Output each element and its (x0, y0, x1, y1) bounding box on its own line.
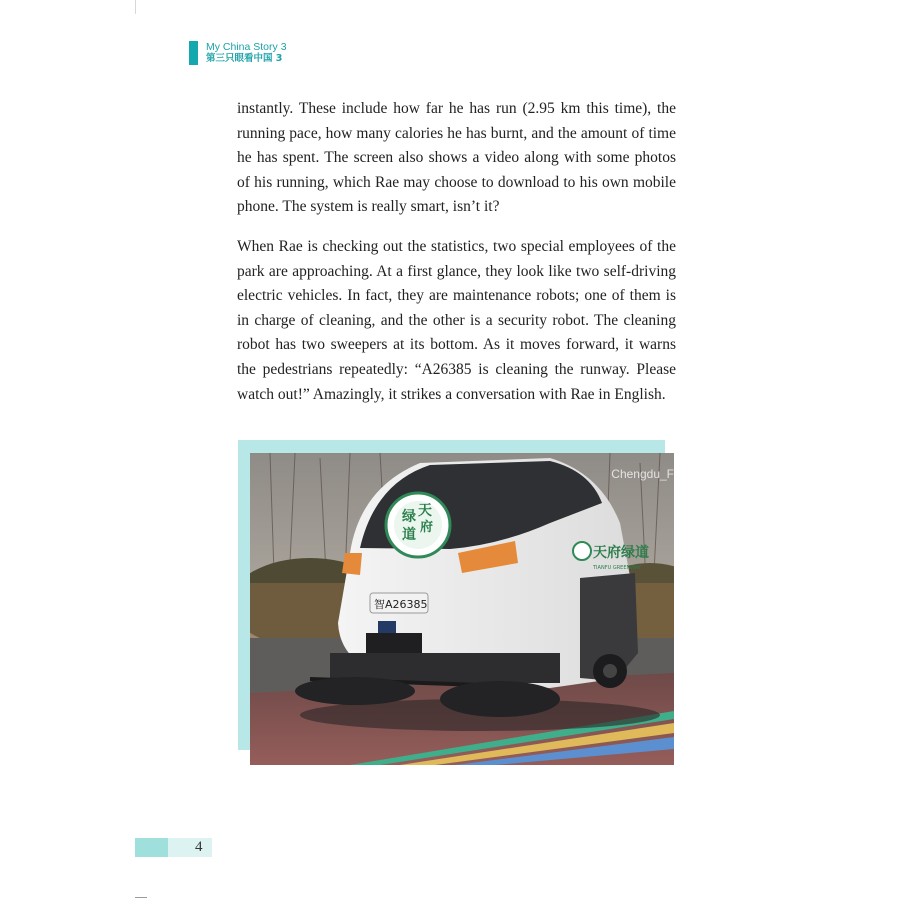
series-title-zh: 第三只眼看中国 3 (206, 53, 283, 64)
page-tab-dark (135, 838, 168, 857)
side-logo-text: 天府绿道 (593, 545, 649, 561)
page-edge-line (135, 0, 136, 14)
page-number: 4 (195, 839, 203, 855)
license-plate: 智A26385 (374, 598, 428, 611)
photo-watermark: Chengdu_F (611, 467, 674, 481)
badge-char: 道 (402, 527, 416, 543)
page-edge-line (135, 897, 147, 898)
side-logo-subtext: TIANFU GREENWAY (593, 565, 641, 571)
page-tab-light (168, 838, 212, 857)
badge-char: 绿 (402, 509, 416, 525)
series-title-en: My China Story 3 (206, 41, 287, 53)
body-text (237, 97, 676, 422)
photo-illustration (250, 453, 674, 765)
badge-char: 府 (420, 520, 434, 535)
badge-char: 天 (418, 503, 432, 519)
header-accent-bar (189, 41, 198, 65)
cleaning-robot-photo (250, 453, 674, 765)
paragraph-1: instantly. These include how far he has run (2.95 km this time), the running pace, how many calories he has burnt, and the amount of time he has spent. The screen also shows a video along with some photos of his running, which Rae may choose to download to his own mobile phone. The system is really smart, isn’t it? (237, 100, 676, 216)
paragraph-2: When Rae is checking out the statistics, two special employees of the park are approaching. At a first glance, they look like two self-driving electric vehicles. In fact, they are maintenance robots; one of them is in charge of cleaning, and the other is a security robot. The cleaning robot has two sweepers at its bottom. As it moves forward, it warns the pedestrians repeatedly: “A26385 is cleaning the runway. Please watch out!” Amazingly, it strikes a conversation with Rae in English. (237, 237, 676, 403)
